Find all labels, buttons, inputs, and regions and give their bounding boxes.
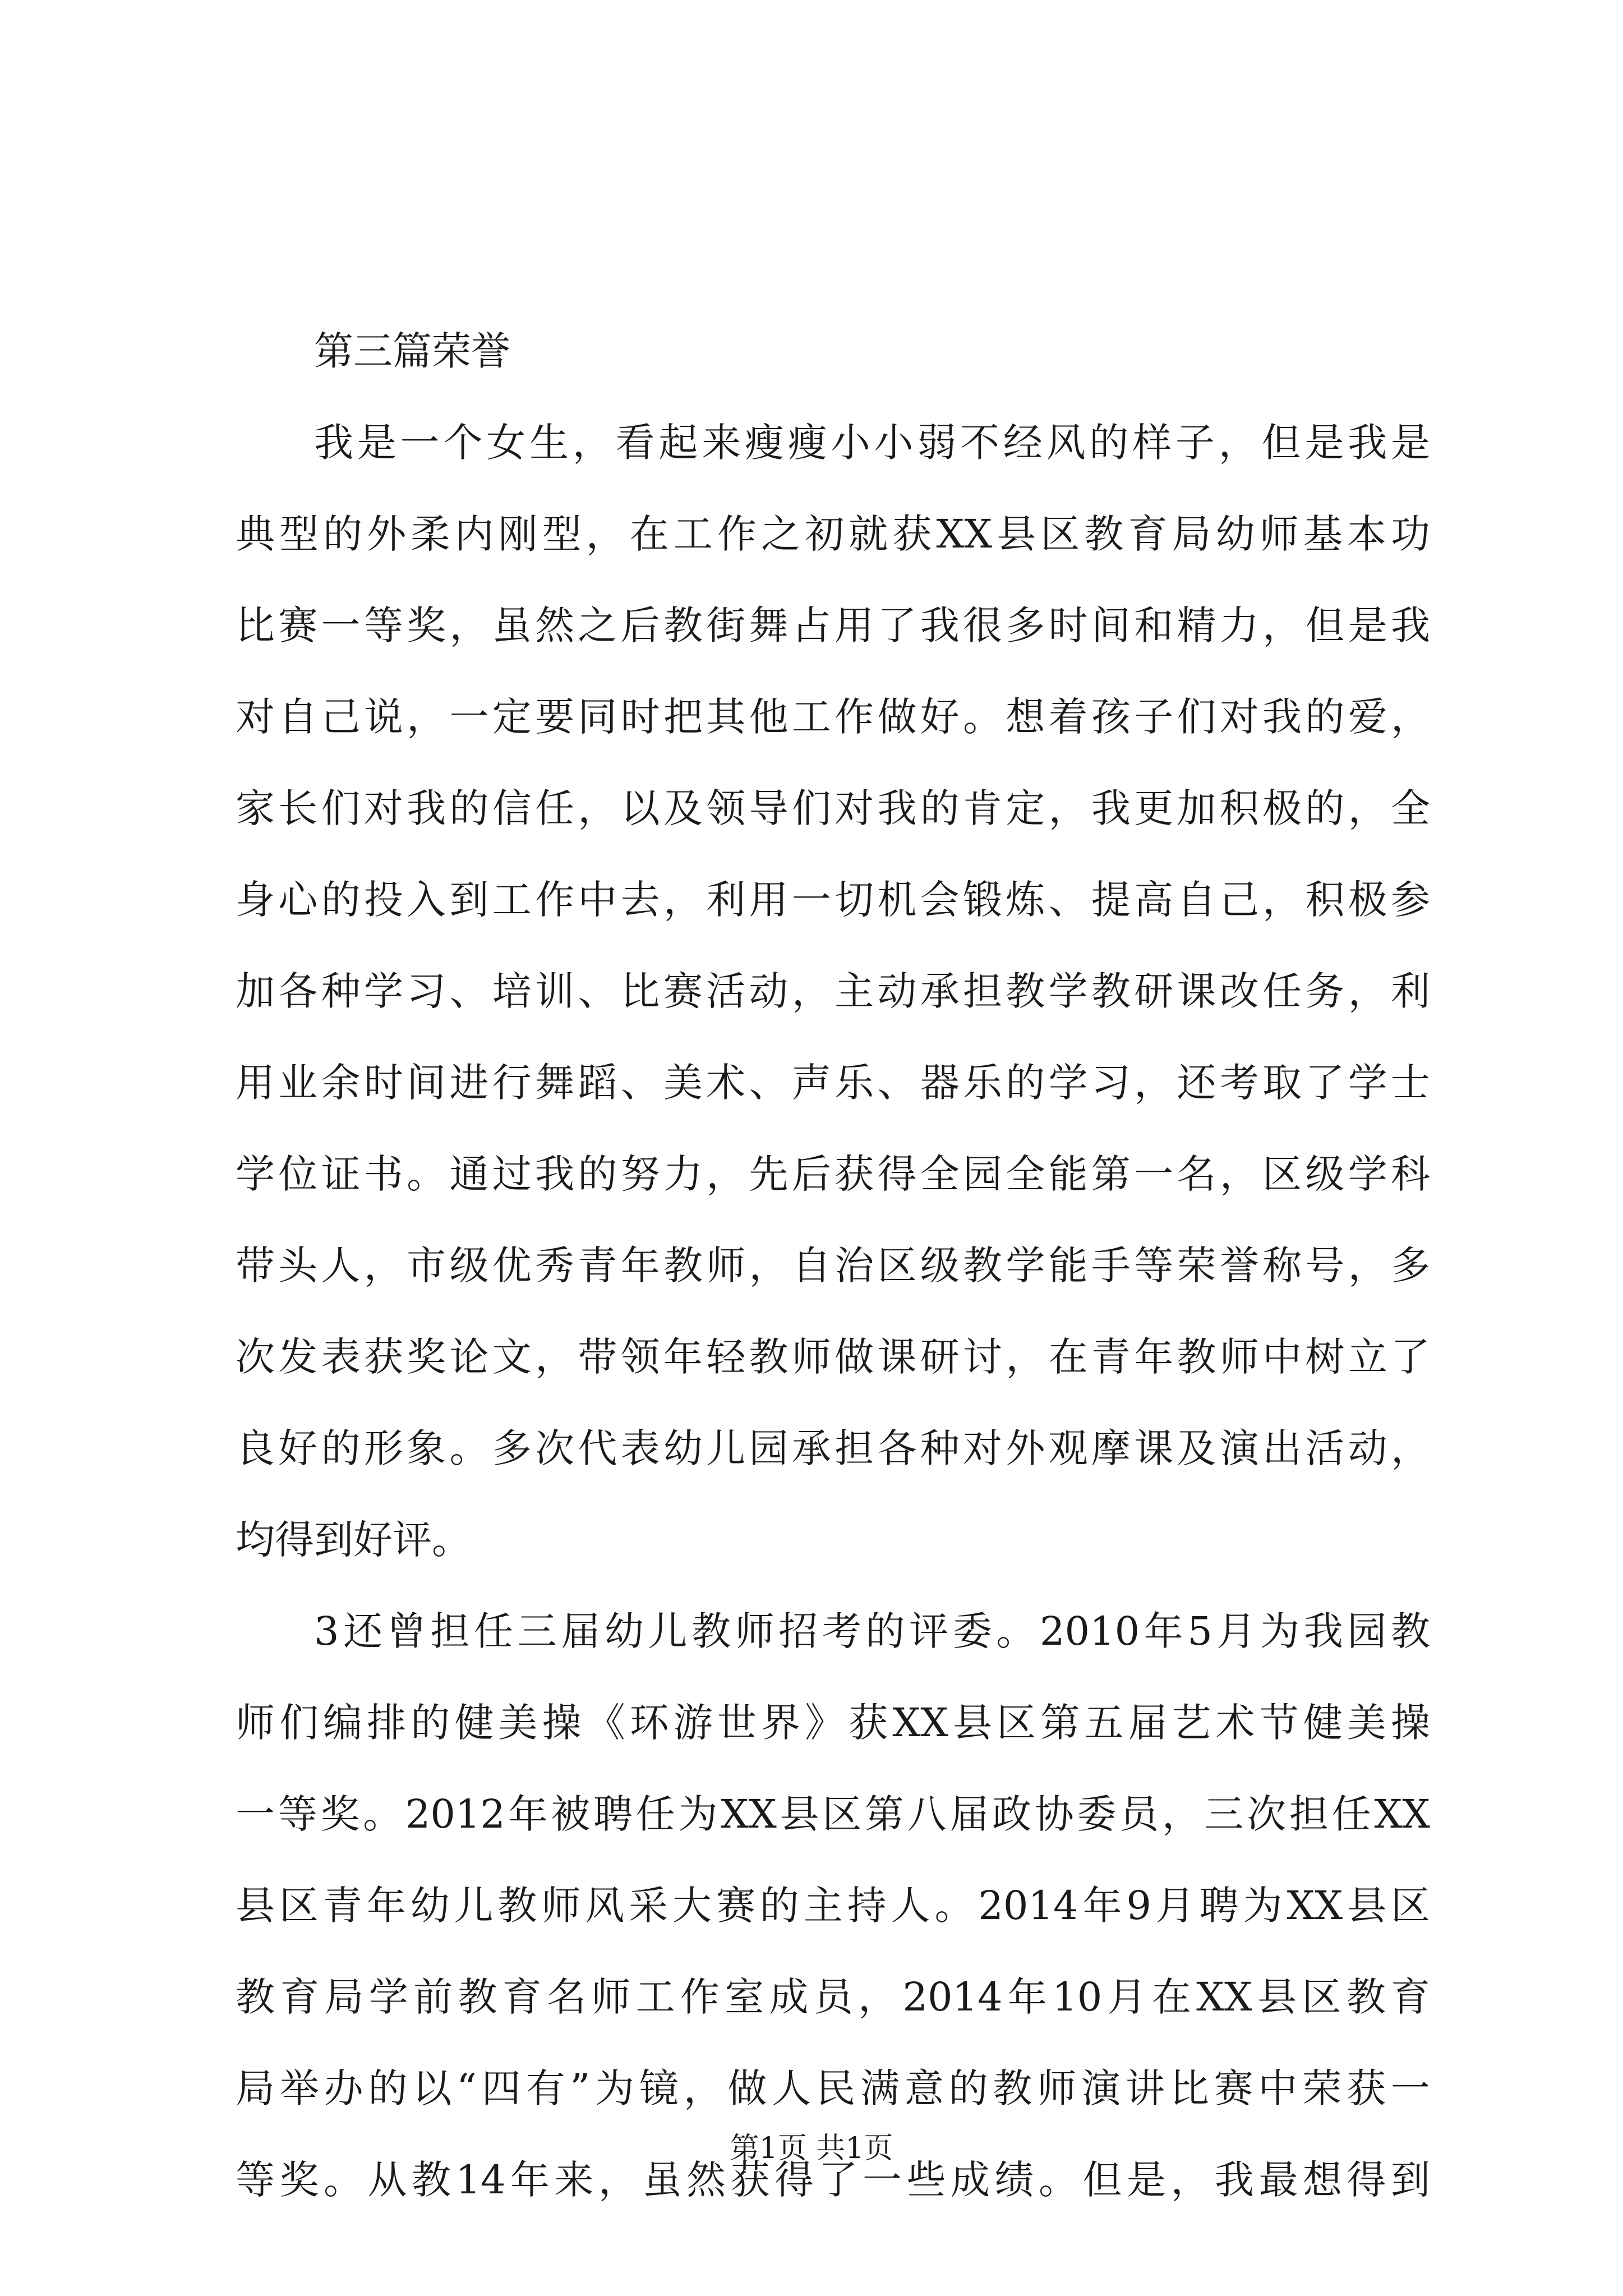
paragraph-line: 学位证书。通过我的努力，先后获得全园全能第一名，区级学科: [236, 1151, 1430, 1197]
paragraph-line: 我是一个女生，看起来瘦瘦小小弱不经风的样子，但是我是: [314, 420, 1430, 466]
paragraph-line: 一等奖。2012年被聘任为XX县区第八届政协委员，三次担任XX: [236, 1791, 1430, 1837]
paragraph-line: 身心的投入到工作中去，利用一切机会锻炼、提高自己，积极参: [236, 877, 1430, 923]
paragraph-line: 局举办的以“四有”为镜，做人民满意的教师演讲比赛中荣获一: [236, 2065, 1430, 2111]
paragraph-line: 次发表获奖论文，带领年轻教师做课研讨，在青年教师中树立了: [236, 1334, 1430, 1380]
paragraph-line: 加各种学习、培训、比赛活动，主动承担教学教研课改任务，利: [236, 968, 1430, 1014]
paragraph-line: 均得到好评。: [236, 1517, 471, 1563]
paragraph-line: 等奖。从教14年来，虽然获得了一些成绩。但是，我最想得到: [236, 2157, 1430, 2203]
document-body: [236, 306, 1430, 2226]
paragraph-line: 带头人，市级优秀青年教师，自治区级教学能手等荣誉称号，多: [236, 1243, 1430, 1289]
paragraph-line: 教育局学前教育名师工作室成员，2014年10月在XX县区教育: [236, 1974, 1430, 2020]
section-heading: 第三篇荣誉: [314, 328, 510, 374]
paragraph-1: [236, 397, 1430, 1586]
paragraph-line: 3还曾担任三届幼儿教师招考的评委。2010年5月为我园教: [314, 1608, 1430, 1654]
paragraph-line: 对自己说，一定要同时把其他工作做好。想着孩子们对我的爱，: [236, 694, 1430, 740]
paragraph-line: 用业余时间进行舞蹈、美术、声乐、器乐的学习，还考取了学士: [236, 1060, 1430, 1106]
paragraph-line: 典型的外柔内刚型，在工作之初就获XX县区教育局幼师基本功: [236, 511, 1430, 557]
paragraph-line: 师们编排的健美操《环游世界》获XX县区第五届艺术节健美操: [236, 1700, 1430, 1746]
paragraph-line: 比赛一等奖，虽然之后教街舞占用了我很多时间和精力，但是我: [236, 602, 1430, 648]
page-number-footer: 第1页 共1页: [730, 2132, 893, 2165]
paragraph-line: 家长们对我的信任，以及领导们对我的肯定，我更加积极的，全: [236, 785, 1430, 831]
paragraph-line: 良好的形象。多次代表幼儿园承担各种对外观摩课及演出活动，: [236, 1425, 1430, 1471]
paragraph-line: 县区青年幼儿教师风采大赛的主持人。2014年9月聘为XX县区: [236, 1883, 1430, 1929]
